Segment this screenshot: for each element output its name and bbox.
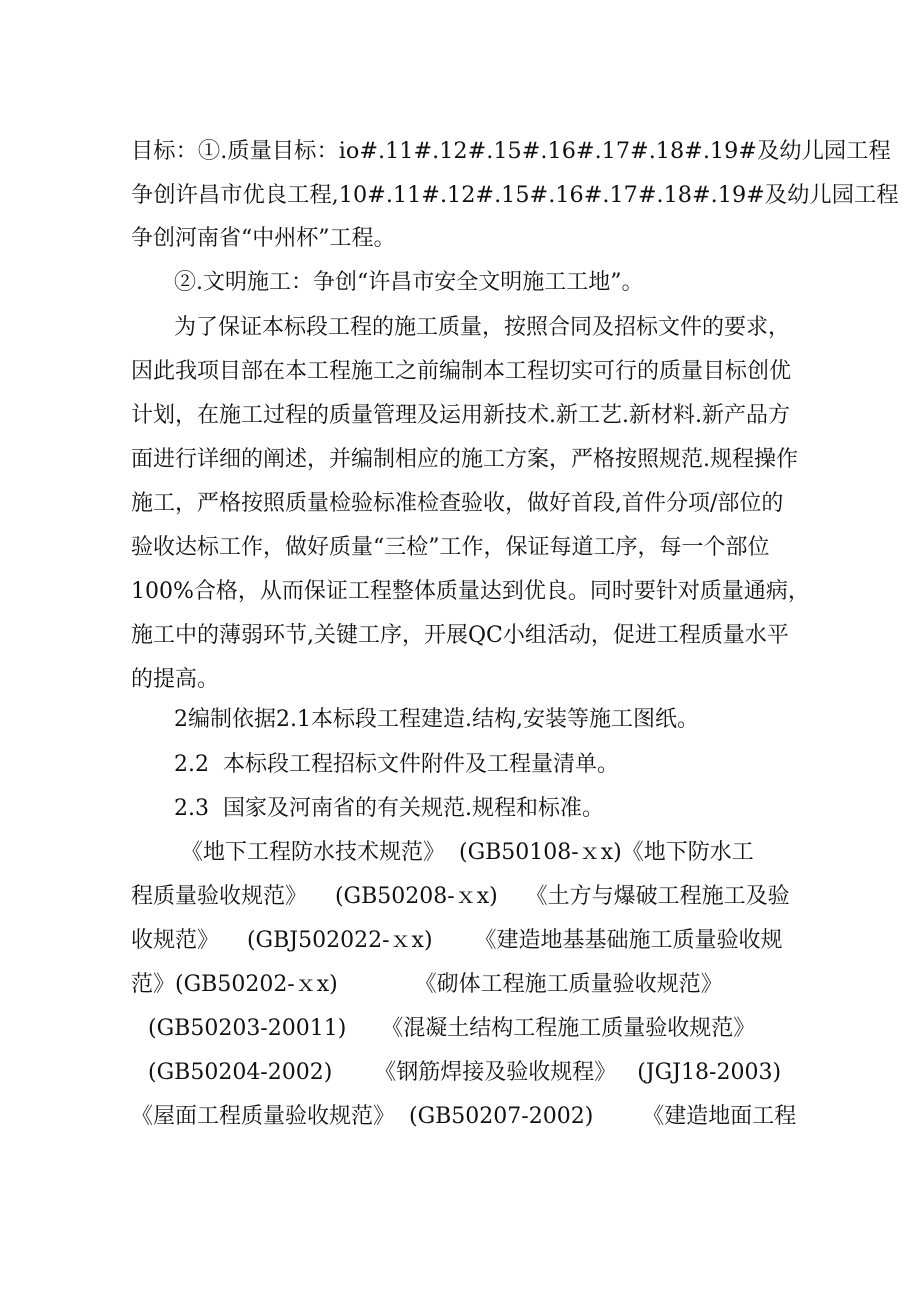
text-line: 的提高。 (131, 667, 220, 692)
text-line: 收规范》 (GBJ502022-ｘx) 《建造地基基础施工质量验收规 (131, 928, 783, 953)
text-line: (GB50204-2002) 《钢筋焊接及验收规程》 (JGJ18-2003) (148, 1060, 782, 1085)
text-line: 因此我项目部在本工程施工之前编制本工程切实可行的质量目标创优 (131, 359, 792, 384)
text-line: 为了保证本标段工程的施工质量，按照合同及招标文件的要求， (174, 315, 791, 340)
text-line: 2编制依据2.1本标段工程建造.结构,安装等施工图纸。 (174, 707, 699, 732)
text-line: ②.文明施工：争创“许昌市安全文明施工工地”。 (174, 270, 644, 295)
text-line: (GB50203-20011) 《混凝土结构工程施工质量验收规范》 (148, 1016, 756, 1041)
text-line: 施工中的薄弱环节,关键工序，开展QC小组活动，促进工程质量水平 (131, 623, 789, 648)
text-line: 2.2 本标段工程招标文件附件及工程量清单。 (174, 752, 619, 777)
text-line: 100%合格，从而保证工程整体质量达到优良。同时要针对质量通病， (131, 579, 810, 604)
text-line: 《屋面工程质量验收规范》 (GB50207-2002) 《建造地面工程 (131, 1104, 797, 1129)
text-line: 施工，严格按照质量检验标准检查验收，做好首段,首件分项/部位的 (131, 491, 784, 516)
text-line: 2.3 国家及河南省的有关规范.规程和标准。 (174, 796, 604, 821)
text-line: 验收达标工作，做好质量“三检”工作，保证每道工序，每一个部位 (131, 535, 770, 560)
text-line: 程质量验收规范》 (GB50208-ｘx) 《土方与爆破工程施工及验 (131, 884, 790, 909)
text-line: 《地下工程防水技术规范》 (GB50108-ｘx)《地下防水工 (181, 840, 754, 865)
text-line: 目标：①.质量目标：io#.11#.12#.15#.16#.17#.18#.19#及幼儿园工程 (131, 138, 891, 164)
text-line: 争创河南省“中州杯”工程。 (131, 226, 396, 251)
text-line: 面进行详细的阐述，并编制相应的施工方案，严格按照规范.规程操作 (131, 447, 798, 472)
text-line: 计划，在施工过程的质量管理及运用新技术.新工艺.新材料.新产品方 (131, 403, 790, 428)
text-line: 范》(GB50202-ｘx) 《砌体工程施工质量验收规范》 (131, 972, 723, 997)
text-line: 争创许昌市优良工程,10#.11#.12#.15#.16#.17#.18#.19#及幼儿园工程 (131, 182, 899, 208)
